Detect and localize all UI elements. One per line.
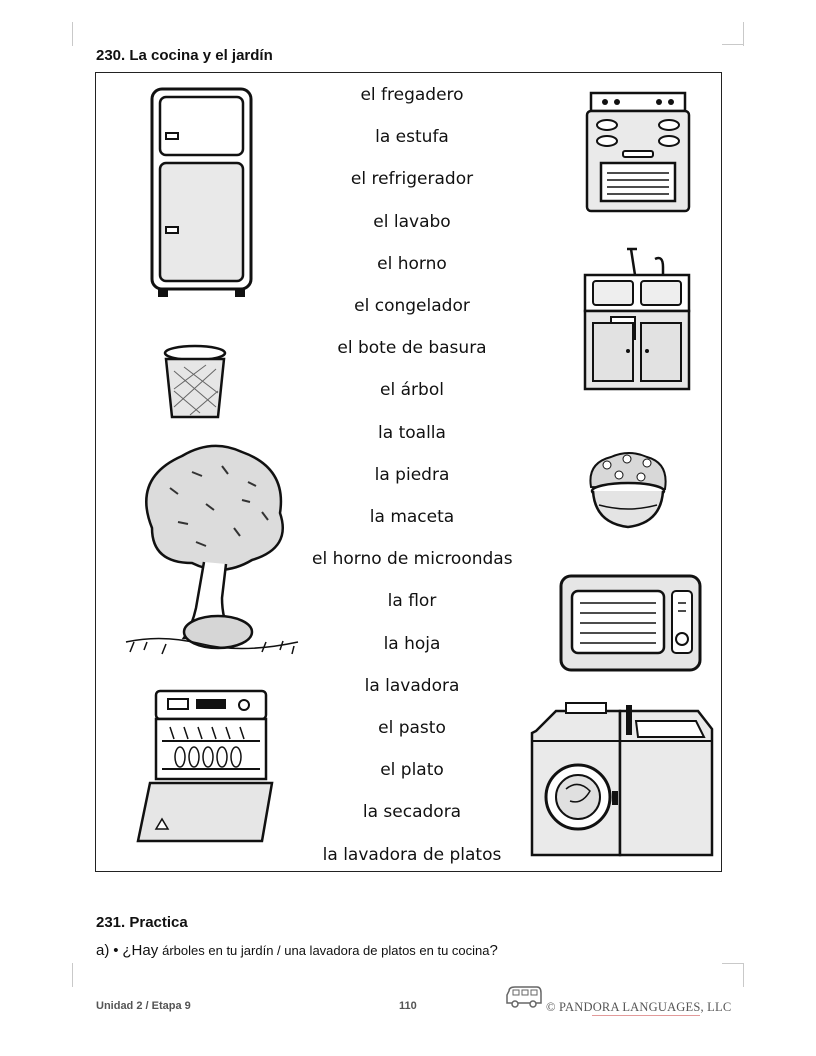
- vocab-word: la hoja: [383, 633, 441, 654]
- washer-dryer-icon: [526, 701, 718, 861]
- practice-question: [96, 942, 498, 959]
- brand-underline: [592, 1015, 700, 1016]
- item-label: a): [96, 942, 110, 959]
- vocab-word: el fregadero: [360, 85, 464, 105]
- crop-mark: [722, 963, 744, 964]
- crop-mark: [722, 44, 744, 45]
- vocab-word: el horno de microondas: [312, 549, 513, 570]
- vocab-word: la lavadora: [364, 675, 460, 696]
- section-title-231: 231. Practica: [96, 914, 188, 931]
- section-title-230: 230. La cocina y el jardín: [96, 47, 273, 64]
- vocab-word: la estufa: [375, 127, 449, 148]
- vocab-word: la lavadora de platos: [322, 844, 502, 865]
- crop-mark: [72, 963, 73, 987]
- tree-icon: [122, 438, 302, 678]
- question-text: árboles en tu jardín / una lavadora de platos en tu cocina: [162, 943, 490, 958]
- footer-page-number: 110: [399, 1000, 417, 1012]
- dishwasher-icon: [126, 685, 276, 850]
- vocab-word: el bote de basura: [337, 338, 487, 359]
- bus-logo-icon: [505, 985, 543, 1009]
- vocab-word: el plato: [380, 760, 444, 781]
- vocab-word: el refrigerador: [350, 169, 474, 190]
- vocab-word: el pasto: [378, 718, 446, 738]
- vocab-word: la flor: [387, 591, 437, 612]
- vocab-word: el árbol: [380, 380, 444, 401]
- vocabulary-frame: [95, 72, 722, 872]
- question-end: ?: [489, 942, 498, 959]
- footer-unit: Unidad 2 / Etapa 9: [96, 1000, 191, 1012]
- vocab-word: la piedra: [374, 464, 450, 485]
- crop-mark: [72, 22, 73, 46]
- vocab-word: la secadora: [362, 802, 462, 823]
- bullet-icon: •: [113, 942, 119, 959]
- crop-mark: [743, 22, 744, 46]
- sink-icon: [581, 245, 693, 395]
- vocab-word: la toalla: [378, 422, 446, 443]
- question-start: ¿Hay: [122, 942, 159, 959]
- stove-icon: [583, 89, 693, 219]
- refrigerator-icon: [144, 85, 259, 300]
- footer-brand: © PANDORA LANGUAGES, LLC: [546, 1000, 732, 1014]
- vocab-word: el lavabo: [373, 211, 451, 232]
- microwave-icon: [558, 573, 703, 673]
- vocab-word: el congelador: [354, 296, 470, 316]
- vocab-word: la maceta: [369, 507, 455, 527]
- trash-can-icon: [160, 343, 230, 423]
- crop-mark: [743, 963, 744, 987]
- vocab-word: el horno: [377, 253, 447, 274]
- flower-pot-icon: [583, 449, 673, 534]
